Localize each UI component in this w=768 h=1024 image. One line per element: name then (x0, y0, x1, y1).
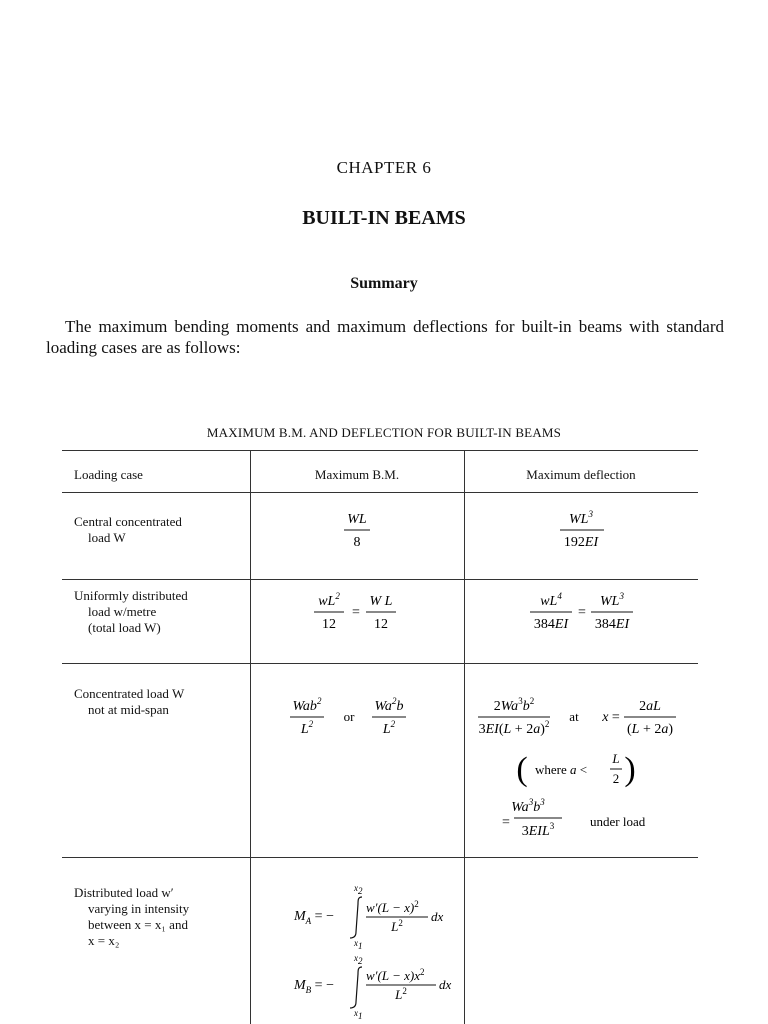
case-line: between x = x₁ and (88, 917, 188, 932)
svg-text:): ) (624, 751, 636, 788)
svg-text:3EI(L + 2a)2: $3EI(L + 2a)^2$ (478, 719, 550, 737)
svg-text:(L + 2a): (L + 2a) (626, 722, 674, 737)
chapter-title: BUILT-IN BEAMS (302, 207, 466, 229)
svg-text:wL4: $wL^4$ (540, 591, 562, 609)
table-title: MAXIMUM B.M. AND DEFLECTION FOR BUILT-IN BEAMS (206, 425, 562, 440)
row4-loading-case (74, 885, 189, 949)
chapter-label: CHAPTER 6 (336, 158, 432, 177)
column-header-max-bm: Maximum B.M. (314, 467, 400, 482)
case-line: Concentrated load W (74, 686, 185, 701)
case-line: load W (88, 530, 126, 545)
svg-text:12: 12 (322, 617, 336, 632)
svg-text:under load: under load (590, 814, 646, 829)
svg-text:MA = −: $M_A$ = − (294, 909, 334, 926)
svg-text:L: L (612, 751, 620, 766)
column-header-loading-case: Loading case (74, 467, 143, 482)
svg-text:L2: $L^2$ (395, 986, 407, 1002)
svg-text:(: ( (516, 751, 528, 788)
case-line: Uniformly distributed (74, 588, 188, 603)
svg-text:x2: x2 (354, 953, 363, 966)
svg-text:w′(L − x)2: $w'(L - x)^2$ (366, 899, 419, 915)
row3-loading-case (74, 686, 184, 718)
svg-text:8: 8 (353, 535, 361, 550)
row3-bm-formula (250, 693, 464, 743)
column-header-max-deflection: Maximum deflection (526, 467, 636, 482)
svg-text:WL3: $WL^3$ (569, 509, 593, 527)
svg-text:2: 2 (612, 771, 620, 786)
case-line: Central concentrated (74, 514, 182, 529)
case-line: x = x₂ (88, 933, 120, 948)
case-line: load w/metre (88, 604, 157, 619)
svg-text:dx: dx (431, 909, 444, 924)
svg-text:w′(L − x)x2: $w'(L - x)x^2$ (366, 967, 425, 983)
svg-text:WL: WL (347, 512, 367, 527)
svg-text:or: or (343, 709, 355, 724)
svg-text:=: = (578, 605, 586, 620)
svg-text:384EI: 384EI (533, 617, 569, 632)
svg-text:x1: x1 (354, 1008, 363, 1021)
svg-text:x2: x2 (354, 883, 363, 896)
row3-deflection-formula (464, 693, 698, 843)
intro-text: The maximum bending moments and maximum deflections for built-in beams with standard loading cases are as follows: (46, 317, 724, 357)
table-header-rule (62, 492, 698, 493)
row1-loading-case (74, 514, 182, 546)
row2-loading-case (74, 588, 188, 636)
svg-text:2aL: 2aL (639, 699, 661, 714)
svg-text:3EIL3: 3EIL$^3$ (521, 821, 555, 839)
svg-text:12: 12 (374, 617, 388, 632)
svg-text:=: = (352, 605, 360, 620)
case-line: varying in intensity (88, 901, 190, 916)
svg-text:384EI: 384EI (594, 617, 630, 632)
svg-text:Wa2b: Wa$^2$b (374, 696, 404, 714)
row1-deflection-formula (464, 505, 698, 555)
intro-paragraph (46, 316, 724, 358)
svg-text:Wab2: Wab$^2$ (292, 696, 322, 714)
svg-text:192EI: 192EI (563, 535, 599, 550)
row2-bm-formula (250, 585, 464, 635)
row1-bm-formula (250, 505, 464, 555)
svg-text:at: at (569, 709, 579, 724)
svg-text:WL3: $WL^3$ (600, 591, 624, 609)
case-line: Distributed load w′ (74, 885, 174, 900)
svg-text:dx: dx (439, 977, 452, 992)
case-line: not at mid-span (88, 702, 169, 717)
svg-text:L2: $L^2$ (300, 719, 314, 737)
svg-text:W L: W L (369, 594, 393, 609)
svg-text:x =: x = (602, 710, 620, 725)
row-divider (62, 579, 698, 580)
svg-text:wL2: $wL^2$ (318, 591, 340, 609)
table-top-rule (62, 450, 698, 451)
section-heading: Summary (350, 275, 418, 292)
svg-text:Wa3b3: $Wa^3b^3$ (511, 797, 545, 815)
svg-text:L2: $L^2$ (382, 719, 396, 737)
row-divider (62, 663, 698, 664)
row4-bm-formulas (250, 880, 464, 1024)
row2-deflection-formula (464, 585, 698, 635)
svg-text:=: = (502, 815, 510, 830)
svg-text:x1: x1 (354, 938, 363, 951)
case-line: (total load W) (88, 620, 161, 635)
row-divider (62, 857, 698, 858)
svg-text:MB = −: $M_B$ = − (294, 978, 334, 995)
svg-text:L2: $L^2$ (391, 918, 403, 934)
svg-text:where a <: where a < (535, 762, 588, 777)
svg-text:2Wa3b2: $2Wa^3b^2$ (493, 696, 535, 714)
